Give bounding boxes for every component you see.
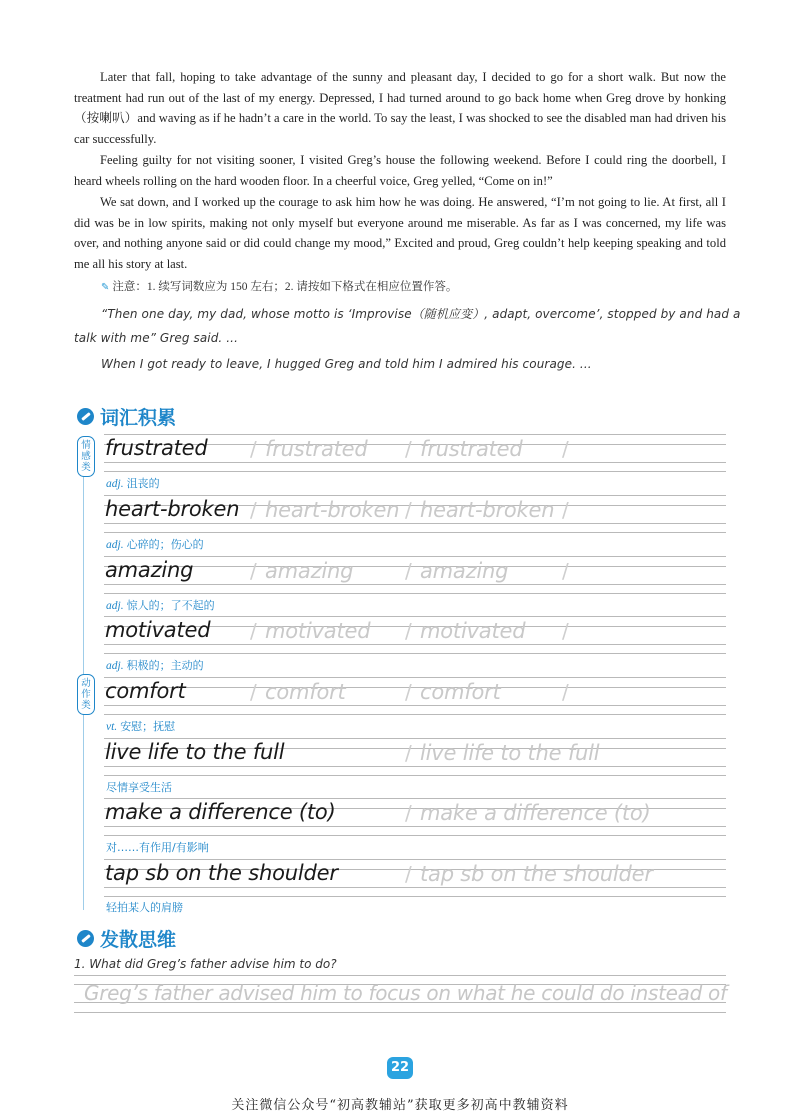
guide-line	[104, 738, 726, 739]
vocab-word-motivated: motivated	[105, 618, 211, 642]
separator-slash: /	[250, 559, 257, 583]
guide-line	[104, 584, 726, 585]
leaf-icon	[77, 930, 94, 947]
guide-line	[104, 887, 726, 888]
trace-word: amazing	[265, 559, 354, 583]
leaf-icon	[77, 408, 94, 425]
guide-line	[104, 896, 726, 897]
trace-word: heart-broken	[420, 498, 555, 522]
trace-word: amazing	[420, 559, 509, 583]
vocab-gloss: adj. 心碎的；伤心的	[106, 538, 204, 551]
separator-slash: /	[405, 437, 412, 461]
tag-emotion: 情感类	[77, 436, 95, 477]
separator-slash: /	[250, 619, 257, 643]
guide-line	[104, 798, 726, 799]
guide-line	[104, 616, 726, 617]
guide-line	[104, 532, 726, 533]
separator-slash: /	[562, 680, 569, 704]
separator-slash: /	[405, 559, 412, 583]
separator-slash: /	[405, 680, 412, 704]
section-vocabulary-title: 词汇积累	[77, 403, 176, 429]
trace-word: heart-broken	[265, 498, 400, 522]
trace-word: live life to the full	[420, 741, 600, 765]
trace-word: motivated	[420, 619, 526, 643]
guide-line	[104, 593, 726, 594]
separator-slash: /	[405, 862, 412, 886]
separator-slash: /	[405, 498, 412, 522]
guide-line	[104, 775, 726, 776]
vocab-gloss: adj. 积极的；主动的	[106, 659, 204, 672]
guide-line	[104, 434, 726, 435]
pencil-icon: ✎	[101, 282, 110, 293]
writing-note: ✎ 注意：1. 续写词数应为 150 左右；2. 请按如下格式在相应位置作答。	[101, 281, 458, 293]
separator-slash: /	[562, 619, 569, 643]
trace-word: tap sb on the shoulder	[420, 862, 653, 886]
vocab-word-heart-broken: heart-broken	[105, 497, 240, 521]
prompt-2: When I got ready to leave, I hugged Greg and told him I admired his courage. ...	[101, 357, 592, 371]
separator-slash: /	[562, 498, 569, 522]
guide-line	[74, 1012, 726, 1013]
separator-slash: /	[405, 619, 412, 643]
answer-1-trace: Greg’s father advised him to focus on what he could do instead of	[84, 981, 727, 1005]
guide-line	[74, 975, 726, 976]
guide-line	[104, 462, 726, 463]
trace-word: motivated	[265, 619, 371, 643]
guide-line	[104, 766, 726, 767]
guide-line	[104, 859, 726, 860]
vocab-gloss: vt. 安慰；抚慰	[106, 720, 176, 733]
trace-word: comfort	[265, 680, 346, 704]
vocab-word-comfort: comfort	[105, 679, 186, 703]
trace-word: frustrated	[265, 437, 368, 461]
separator-slash: /	[562, 437, 569, 461]
guide-line	[104, 644, 726, 645]
guide-line	[104, 566, 726, 567]
guide-line	[104, 714, 726, 715]
prompt-1-line-1: “Then one day, my dad, whose motto is ‘Improvise（随机应变）, adapt, overcome’, stopped by and had a	[101, 307, 741, 321]
guide-line	[104, 556, 726, 557]
vocab-phrase-live-life-to-the-full: live life to the full	[105, 740, 285, 764]
passage-paragraph-3: We sat down, and I worked up the courage to ask him how he was doing. He answered, “I’m not going to lie. At first, all I did was be in low spirits, making not only myself but everyone around me miserable. As far as I was concerned, my life was over, and nothing anyone said or did could change my mood,” Excited and proud, Greg couldn’t help keeping speaking and told me all his story at last.	[74, 195, 726, 271]
guide-line	[104, 495, 726, 496]
separator-slash: /	[250, 437, 257, 461]
trace-word: comfort	[420, 680, 501, 704]
vocab-gloss: adj. 惊人的；了不起的	[106, 599, 215, 612]
vocab-phrase-tap-sb-on-the-shoulder: tap sb on the shoulder	[105, 861, 338, 885]
vocab-gloss: 轻拍某人的肩膀	[106, 901, 183, 914]
vocab-word-amazing: amazing	[105, 558, 194, 582]
guide-line	[104, 677, 726, 678]
vocab-gloss: adj. 沮丧的	[106, 477, 160, 490]
vocab-phrase-make-a-difference: make a difference (to)	[105, 800, 336, 824]
footer-text: 关注微信公众号“初高教辅站”获取更多初高中教辅资料	[231, 1098, 569, 1113]
separator-slash: /	[405, 741, 412, 765]
guide-line	[104, 705, 726, 706]
separator-slash: /	[250, 498, 257, 522]
guide-line	[104, 471, 726, 472]
vocab-gloss: 对……有作用/有影响	[106, 841, 209, 854]
guide-line	[104, 523, 726, 524]
separator-slash: /	[250, 680, 257, 704]
guide-line	[104, 687, 726, 688]
guide-line	[104, 653, 726, 654]
separator-slash: /	[405, 801, 412, 825]
tag-action: 动作类	[77, 674, 95, 715]
guide-line	[104, 826, 726, 827]
prompt-1-line-2: talk with me” Greg said. ...	[74, 331, 239, 345]
passage-paragraph-2: Feeling guilty for not visiting sooner, I visited Greg’s house the following weekend. Before I could ring the doorbell, I heard wheels rolling on the hard wooden floor. In a cheerful voice, Greg yelled, “Come on in!”	[74, 153, 726, 188]
separator-slash: /	[562, 559, 569, 583]
page-number: 22	[387, 1057, 413, 1079]
section-thinking-title: 发散思维	[77, 925, 176, 951]
vocab-gloss: 尽情享受生活	[106, 781, 172, 794]
vocab-word-frustrated: frustrated	[105, 436, 208, 460]
guide-line	[104, 835, 726, 836]
passage-paragraph-1: Later that fall, hoping to take advantage of the sunny and pleasant day, I decided to go for a short walk. But now the treatment had run out of the last of my energy. Depressed, I had turned around to go back home when Greg drove by honking（按喇叭）and waving as if he hadn’t a care in the world. To say the least, I was shocked to see the disabled man had driven his car successfully.	[74, 70, 726, 146]
trace-word: make a difference (to)	[420, 801, 651, 825]
trace-word: frustrated	[420, 437, 523, 461]
question-1: 1. What did Greg’s father advise him to do?	[74, 957, 337, 971]
